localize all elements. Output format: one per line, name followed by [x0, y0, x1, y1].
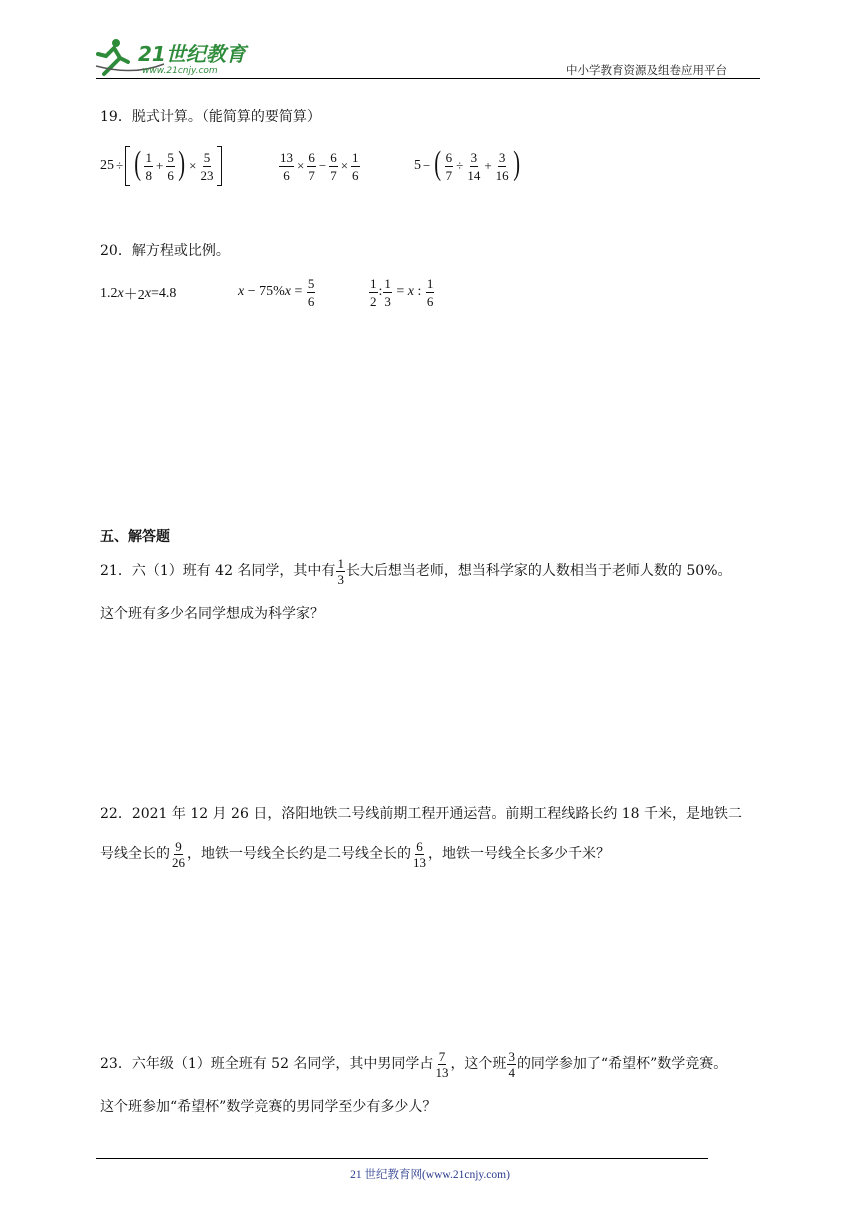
q20-proportion-3: $\frac{1}{2}$ : $\frac{1}{3}$ = x : $\frac{1}{6}$: [370, 275, 434, 309]
q20-equation-1: 1.2 x ＋2 x =4.8: [100, 286, 177, 303]
site-logo: [94, 36, 264, 78]
q19-expr-2: $\frac{13}{6}$ × $\frac{6}{7}$ − $\frac{6}{7}$ × $\frac{1}{6}$: [280, 149, 359, 183]
header-divider: [96, 78, 760, 79]
section-5-heading: 五、解答题: [100, 529, 170, 545]
q23-line-1: 23．六年级（1）班全班有 52 名同学，其中男同学占 $\frac{7}{13}$ ，这个班 $\frac{3}{4}$ 的同学参加了“希望杯”数学竞赛。: [100, 1048, 728, 1080]
q19-expr-1: 25 ÷ ( $\frac{1}{8}$ + $\frac{5}{6}$ ) × $\frac{5}{23}$: [100, 146, 222, 186]
q21-line-2: 这个班有多少名同学想成为科学家？: [100, 606, 324, 622]
logo-url: www.21cnjy.com: [142, 66, 218, 76]
q20-equation-2: x − 75% x = $\frac{5}{6}$: [238, 275, 315, 309]
header-platform-text: 中小学教育资源及组卷应用平台: [566, 63, 727, 77]
q22-line-1: 22．2021 年 12 月 26 日，洛阳地铁二号线前期工程开通运营。前期工程线路长约 18 千米，是地铁二: [100, 806, 743, 822]
footer-divider: [96, 1158, 708, 1159]
q23-line-2: 这个班参加“希望杯”数学竞赛的男同学至少有多少人？: [100, 1099, 437, 1115]
q22-line-2: 号线全长的 $\frac{9}{26}$ ，地铁一号线全长约是二号线全长的 $\frac{6}{13}$ ，地铁一号线全长多少千米？: [100, 838, 610, 870]
q21-line-1: 21．六（1）班有 42 名同学，其中有 $\frac{1}{3}$ 长大后想当老师，想当科学家的人数相当于老师人数的 50%。: [100, 555, 732, 587]
logo-text: 21世纪教育: [138, 42, 246, 66]
q19-expr-3: 5 − ( $\frac{6}{7}$ ÷ $\frac{3}{14}$ + $\frac{3}{16}$ ): [414, 145, 520, 183]
runner-logo-icon: [94, 36, 264, 78]
footer-source-text: 21 世纪教育网(www.21cnjy.com): [350, 1169, 510, 1181]
q19-title: 19．脱式计算。（能简算的要简算）: [100, 109, 321, 125]
q20-title: 20．解方程或比例。: [100, 243, 230, 259]
